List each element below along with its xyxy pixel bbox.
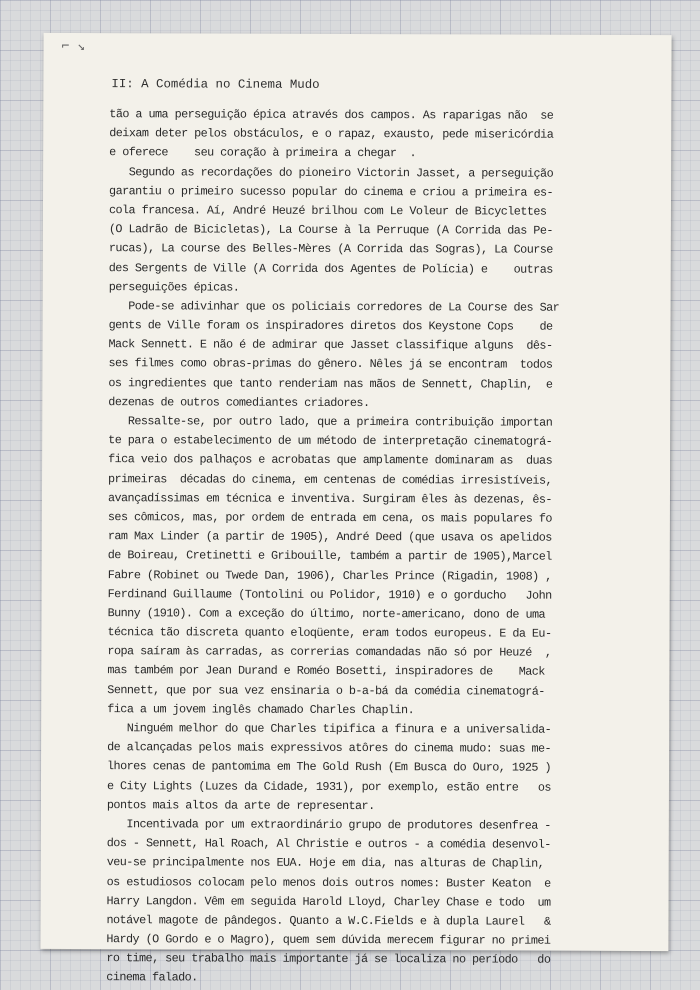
text-line: ses cômicos, mas, por ordem de entrada em cena, os mais populares fo [107, 510, 552, 526]
text-line: ses filmes como obras-primas do gênero. Nêles já se encontram todos [108, 356, 553, 373]
text-line: e City Lights (Luzes da Cidade, 1931), por exemplo, estão entre os [106, 778, 551, 795]
text-line: te para o estabelecimento de um método de interpretação cinematográ- [108, 433, 553, 449]
text-line: notável magote de pândegos. Quanto a W.C.Fields e à dupla Laurel & [106, 913, 551, 929]
text-line: cola francesa. Aí, André Heuzé brilhou com Le Voleur de Bicyclettes [108, 203, 547, 219]
text-line: Pode-se adivinhar que os policiais corredores de La Course des Sar [108, 299, 560, 315]
text-line: Sennett, que por sua vez ensinaria o b-a-bá da comédia cinematográ- [107, 682, 545, 699]
text-line: Fabre (Robinet ou Twede Dan, 1906), Charles Prince (Rigadin, 1908) , [107, 567, 552, 584]
text-line: tão a uma perseguição épica através dos campos. As raparigas não se [109, 107, 554, 123]
text-line: des Sergents de Ville (A Corrida dos Agentes de Polícia) e outras [108, 260, 553, 277]
text-line: Mack Sennett. E não é de admirar que Jasset classifique alguns dês- [108, 337, 553, 353]
text-line: Ressalte-se, por outro lado, que a primeira contribuição importan [108, 414, 553, 430]
text-line: dos - Sennett, Hal Roach, Al Christie e outros - a comédia desenvol- [106, 836, 551, 852]
text-line: cinema falado. [106, 970, 198, 985]
text-line: gents de Ville foram os inspiradores diretos dos Keystone Cops de [108, 318, 553, 334]
page-body [106, 105, 649, 990]
text-line: ram Max Linder (a partir de 1905), André Deed (que usava os apelidos [107, 529, 552, 545]
text-line: avançadíssimas em técnica e inventiva. Surgiram êles às dezenas, ês- [107, 490, 552, 507]
text-line: técnica tão discreta quanto eloqüente, eram todos europeus. E da Eu- [107, 625, 552, 641]
text-line: de alcançadas pelos mais expressivos atôres do cinema mudo: suas me- [107, 740, 552, 756]
text-line: ropa saíram às carradas, as correrias comandadas não só por Heuzé , [107, 644, 552, 660]
text-line: Harry Langdon. Vêm em seguida Harold Lloyd, Charley Chase e todo um [106, 893, 551, 910]
text-line: Ferdinand Guillaume (Tontolini ou Polidor, 1910) e o gorducho John [107, 586, 552, 603]
text-line: de Boireau, Cretinetti e Gribouille, também a partir de 1905),Marcel [107, 548, 552, 564]
text-line: Hardy (O Gordo e o Magro), quem sem dúvida merecem figurar no primei [106, 932, 551, 948]
text-line: Ninguém melhor do que Charles tipifica a finura e a universalida- [107, 721, 552, 737]
text-line: fica a um jovem inglês chamado Charles Chaplin. [107, 701, 415, 718]
text-line: fica veio dos palhaços e acrobatas que amplamente dominaram as duas [108, 452, 553, 469]
text-line: Incentivada por um extraordinário grupo de produtores desenfrea - [106, 817, 551, 833]
text-line: dezenas de outros comediantes criadores. [108, 394, 370, 410]
text-line: os estudiosos colocam pelo menos dois outros nomes: Buster Keaton e [106, 874, 551, 891]
text-line: garantiu o primeiro sucesso popular do cinema e criou a primeira es- [109, 183, 554, 200]
text-line: os ingredientes que tanto renderiam nas mãos de Sennett, Chaplin, e [108, 375, 553, 392]
text-line: ro time, seu trabalho mais importante já se localiza no período do [106, 951, 551, 967]
text-line: deixam deter pelos obstáculos, e o rapaz, exausto, pede misericórdia [109, 126, 554, 142]
typewritten-page [40, 33, 671, 985]
corner-mark: ⌐ ↘ [61, 38, 86, 55]
text-line: rucas), La course des Belles-Mères (A Corrida das Sogras), La Course [108, 241, 553, 257]
text-line: lhores cenas de pantomima em The Gold Rush (Em Busca do Ouro, 1925 ) [107, 759, 552, 776]
chapter-header: II: A Comédia no Cinema Mudo [111, 77, 320, 92]
text-line: Bunny (1910). Com a exceção do último, norte-americano, dono de uma [107, 606, 546, 622]
text-line: veu-se principalmente nos EUA. Hoje em dia, nas alturas de Chaplin, [106, 855, 545, 871]
text-line: mas também por Jean Durand e Roméo Bosetti, inspiradores de Mack [107, 663, 545, 680]
text-line: primeiras décadas do cinema, em centenas de comédias irresistíveis, [108, 471, 553, 488]
text-line: (O Ladrão de Bicicletas), La Course à la Perruque (A Corrida das Pe- [108, 222, 553, 238]
text-line: pontos mais altos da arte de representar. [106, 797, 375, 813]
text-line: Segundo as recordações do pioneiro Victorin Jasset, a perseguição [109, 164, 554, 181]
text-line: e oferece seu coração à primeira a chegar . [109, 145, 417, 161]
text-line: perseguições épicas. [108, 279, 240, 295]
